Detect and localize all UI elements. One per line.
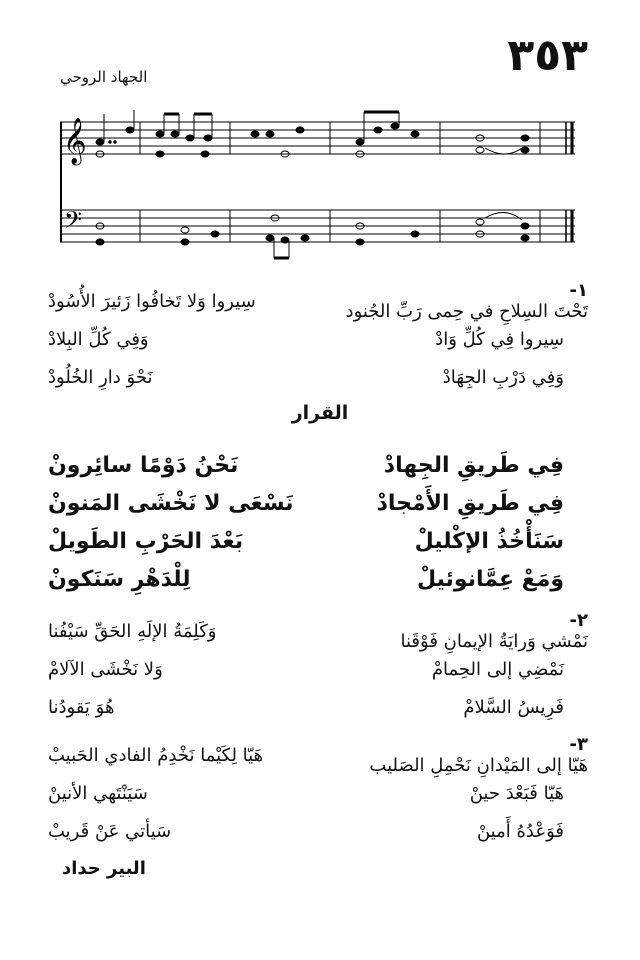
verse-line — [48, 812, 588, 850]
refrain-line — [48, 522, 564, 560]
verse-text: وَلا نَخْشَى الآلامْ — [48, 658, 163, 680]
verse-line — [48, 282, 588, 320]
verse-text: نَمْضِي إلى الحِمامْ — [431, 658, 564, 680]
author-credit: البير حداد — [62, 858, 146, 879]
hymn-subtitle: الجهاد الروحي — [60, 68, 148, 86]
verse-text: نَمْشي وَرايَةُ الإيمانِ فَوْقَنا — [400, 631, 588, 652]
verse-text: هَيّا فَبَعْدَ حينْ — [469, 782, 564, 804]
verse-number: ١- — [569, 280, 588, 301]
treble-staff — [60, 122, 575, 154]
verse-text: نَحْوَ دارِ الخُلُودْ — [48, 366, 153, 388]
verse-line — [48, 612, 588, 650]
verse-text: سِيروا وَلا تَخافُوا زَئيرَ الأُسُودْ — [48, 290, 256, 312]
verse-text: هَيّا إلى المَيْدانِ نَحْمِلِ الصَليب — [369, 755, 588, 776]
treble-clef-icon: 𝄞 — [63, 118, 87, 164]
verse-line — [48, 736, 588, 774]
bass-notes — [96, 212, 529, 258]
verse-text: سَيأتي عَنْ قَريبْ — [48, 820, 172, 842]
verse-text: وَكَلِمَةُ الإلَهِ الحَقِّ سَيْفُنا — [48, 620, 217, 642]
bass-clef-icon: 𝄢 — [64, 206, 83, 239]
bass-staff — [60, 210, 575, 242]
verse-number: ٢- — [569, 610, 588, 631]
verse-text: فَرِيسُ السَّلامْ — [463, 696, 564, 718]
refrain-line — [48, 484, 564, 522]
verse-text: تَحْتَ السِلاحِ في حِمى رَبِّ الجُنود — [345, 301, 588, 322]
treble-notes — [96, 110, 529, 157]
refrain-text: سَنَأْخُذُ الإكْليلْ — [414, 528, 564, 554]
refrain-title: القرار — [291, 402, 349, 424]
verse-number: ٣- — [569, 734, 588, 755]
refrain-text: نَسْعَى لا نَخْشَى المَنونْ — [48, 490, 294, 516]
refrain — [48, 446, 588, 598]
verse-line — [48, 358, 588, 396]
verse-line — [48, 650, 588, 688]
verse-3 — [48, 736, 588, 850]
verse-text: وَفِي دَرْبِ الجِهَادْ — [442, 366, 564, 388]
verse-text: هُوَ يَقودُنا — [48, 696, 115, 718]
verse-line — [48, 320, 588, 358]
refrain-text: بَعْدَ الحَرْبِ الطَويلْ — [48, 528, 244, 554]
music-score — [60, 100, 585, 260]
verse-text: سَيَنْتَهي الأنينْ — [48, 782, 148, 804]
refrain-text: لِلْدَهْرِ سَنَكونْ — [48, 566, 191, 592]
verse-line — [48, 774, 588, 812]
verse-2 — [48, 612, 588, 726]
refrain-line — [48, 560, 564, 598]
refrain-text: فِي طَريقِ الجِهادْ — [383, 452, 564, 478]
verse-line — [48, 688, 588, 726]
verse-text: وَفِي كُلِّ البِلادْ — [48, 328, 149, 350]
verse-text: هَيّا لِكَيْما نَخْدِمُ الفادي الحَبيبْ — [48, 744, 264, 766]
verse-text: فَوَعْدُهُ أَمينْ — [476, 820, 564, 842]
refrain-text: وَمَعْ عِمَّانوئيلْ — [417, 566, 564, 592]
refrain-text: فِي طَريقِ الأَمْجادْ — [376, 490, 564, 516]
hymn-number: ٣٥٣ — [507, 30, 588, 81]
refrain-text: نَحْنُ دَوْمًا سائِرونْ — [48, 452, 239, 478]
refrain-line — [48, 446, 564, 484]
verse-text: سِيروا فِي كُلِّ وَادْ — [435, 328, 564, 350]
verse-1 — [48, 282, 588, 396]
